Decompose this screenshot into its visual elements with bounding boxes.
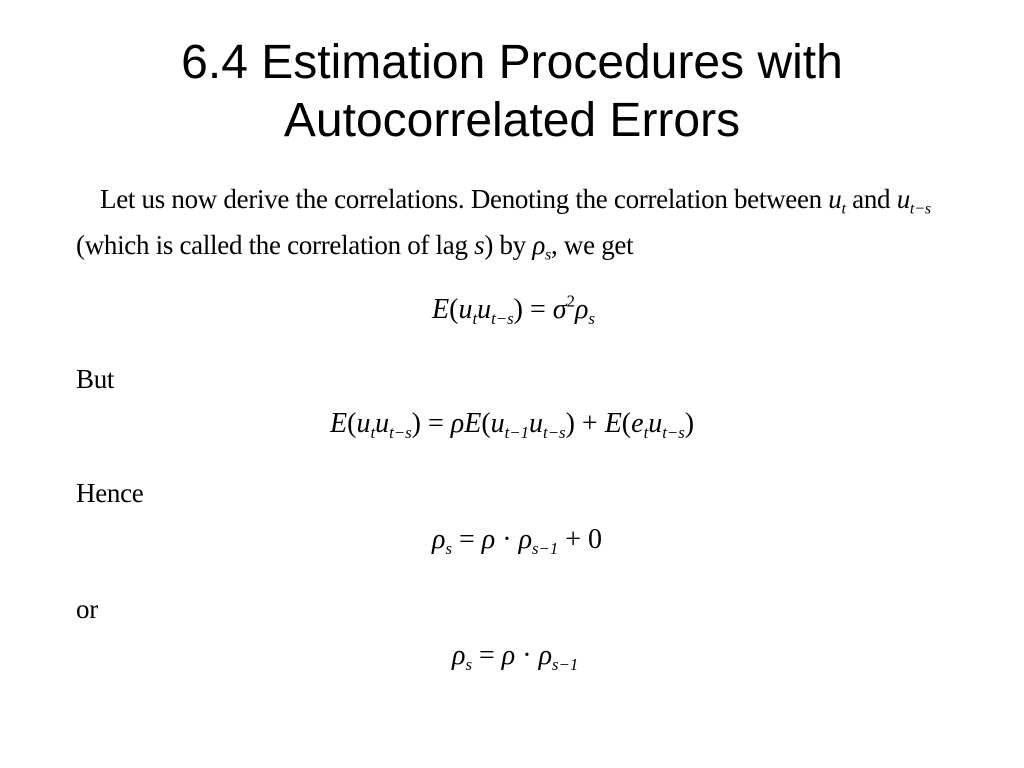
equation-rho-plus-zero: $\rho_s = \rho \cdot \rho_{s-1} + 0$ [432, 524, 603, 558]
equation-autocovariance: $E(u_tu_{t-s}) = \sigma^2\rho_s$ [432, 291, 595, 328]
equation-recursion: $E(u_tu_{t-s}) = \rho E(u_{t-1}u_{t-s}) + E(e_tu_{t-s})$ [330, 408, 695, 442]
intro-paragraph: Let us now derive the correlations. Denoting the correlation between $u_t$ and $u_{t-s}$ (which is called the correlation of lag s) by $\rho_s$, we get [76, 184, 931, 264]
equation-rho-final: $\rho_s = \rho \cdot \rho_{s-1}$ [452, 640, 579, 674]
title-line-2: Autocorrelated Errors [283, 94, 741, 147]
title-line-1: 6.4 Estimation Procedures with [181, 36, 843, 89]
label-or: or [76, 594, 98, 624]
label-but: But [76, 364, 115, 394]
slide-title [0, 34, 1024, 150]
label-hence: Hence [76, 478, 144, 508]
